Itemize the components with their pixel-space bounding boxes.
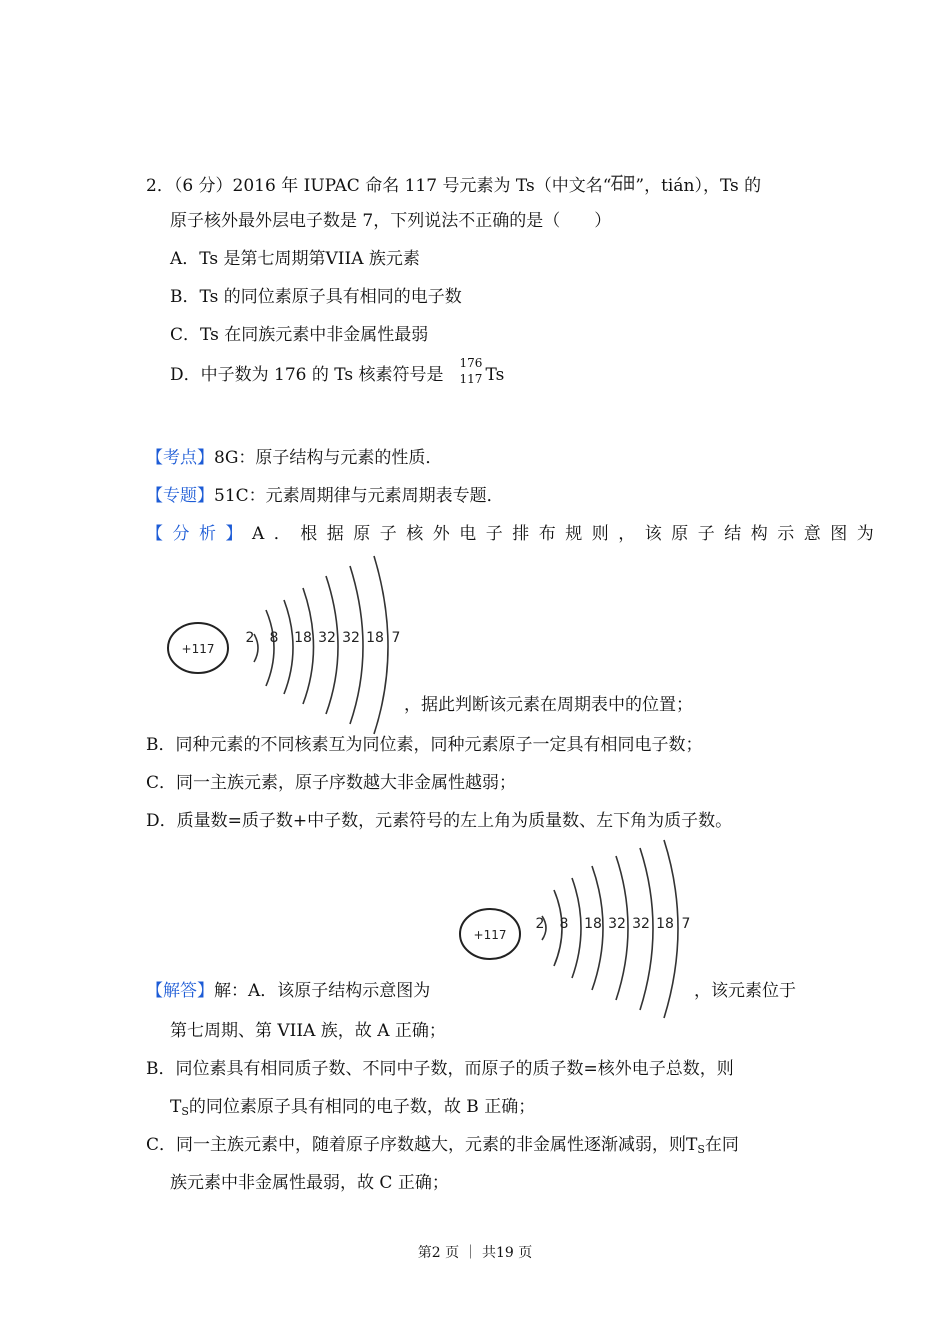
shell2-6-count: 18 bbox=[656, 916, 674, 932]
shell-2-count: 8 bbox=[269, 630, 279, 646]
shell-7-count: 7 bbox=[391, 630, 401, 646]
shell-5-count: 32 bbox=[342, 630, 360, 646]
fenxi-after-diagram: ，据此判断该元素在周期表中的位置； bbox=[404, 695, 693, 715]
jieda-c-line-2: 族元素中非金属性最弱，故 C 正确； bbox=[170, 1173, 449, 1193]
tian-character-image bbox=[611, 172, 635, 194]
svg-text:石田: 石田 bbox=[611, 174, 636, 194]
nucleus-label: +117 bbox=[181, 642, 215, 656]
jieda-c-line-1: C．同一主族元素中，随着原子序数越大，元素的非金属性逐渐减弱，则TS在同 bbox=[146, 1135, 739, 1156]
shell-3-count: 18 bbox=[294, 630, 312, 646]
option-a: A．Ts 是第七周期第VIIA 族元素 bbox=[170, 249, 420, 269]
question-line-2: 原子核外最外层电子数是 7，下列说法不正确的是（ ） bbox=[170, 211, 612, 231]
jieda-line-1-suffix: ，该元素位于 bbox=[694, 981, 796, 1001]
shell2-4-count: 32 bbox=[608, 916, 626, 932]
shell2-3-count: 18 bbox=[584, 916, 602, 932]
jieda-b-line-1: B．同位素具有相同质子数、不同中子数，而原子的质子数=核外电子总数，则 bbox=[146, 1059, 734, 1079]
page-footer: 第2 页 ｜ 共19 页 bbox=[417, 1245, 533, 1261]
zhuanti-tag: 【专题】 bbox=[146, 486, 214, 506]
fenxi-line-1: 【分析】A．根据原子核外电子排布规则，该原子结构示意图为 bbox=[146, 524, 884, 544]
kaodian-tag: 【考点】 bbox=[146, 448, 214, 468]
option-b: B．Ts 的同位素原子具有相同的电子数 bbox=[170, 287, 462, 307]
shell-6-count: 18 bbox=[366, 630, 384, 646]
fenxi-tag: 【分析】 bbox=[146, 524, 252, 544]
fenxi-b: B．同种元素的不同核素互为同位素，同种元素原子一定具有相同电子数； bbox=[146, 735, 703, 755]
option-d: D．中子数为 176 的 Ts 核素符号是 176 117 Ts bbox=[170, 356, 505, 386]
shell2-7-count: 7 bbox=[681, 916, 691, 932]
question-line-1: 2．（6 分）2016 年 IUPAC 命名 117 号元素为 Ts（中文名“ 石田 ”，tián），Ts 的 bbox=[146, 174, 762, 196]
shell2-1-count: 2 bbox=[535, 916, 545, 932]
nucleus-label-2: +117 bbox=[473, 928, 507, 942]
fenxi-c: C．同一主族元素，原子序数越大非金属性越弱； bbox=[146, 773, 517, 793]
jieda-line-1: 【解答】解：A．该原子结构示意图为 bbox=[146, 981, 431, 1001]
shell-1-count: 2 bbox=[245, 630, 255, 646]
kaodian-line: 【考点】8G：原子结构与元素的性质． bbox=[146, 448, 443, 468]
shell2-5-count: 32 bbox=[632, 916, 650, 932]
nuclide-symbol: 176 117 Ts bbox=[459, 356, 505, 386]
fenxi-d: D．质量数=质子数+中子数，元素符号的左上角为质量数、左下角为质子数。 bbox=[146, 811, 733, 831]
jieda-tag: 【解答】 bbox=[146, 981, 214, 1001]
shell-4-count: 32 bbox=[318, 630, 336, 646]
zhuanti-line: 【专题】51C：元素周期律与元素周期表专题． bbox=[146, 486, 504, 506]
jieda-b-line-2: TS的同位素原子具有相同的电子数，故 B 正确； bbox=[170, 1097, 536, 1118]
option-c: C．Ts 在同族元素中非金属性最弱 bbox=[170, 325, 429, 345]
atom-structure-diagram bbox=[162, 558, 412, 698]
atom-structure-diagram-2 bbox=[454, 846, 704, 972]
shell2-2-count: 8 bbox=[559, 916, 569, 932]
jieda-line-2: 第七周期、第 VIIA 族，故 A 正确； bbox=[170, 1021, 446, 1041]
